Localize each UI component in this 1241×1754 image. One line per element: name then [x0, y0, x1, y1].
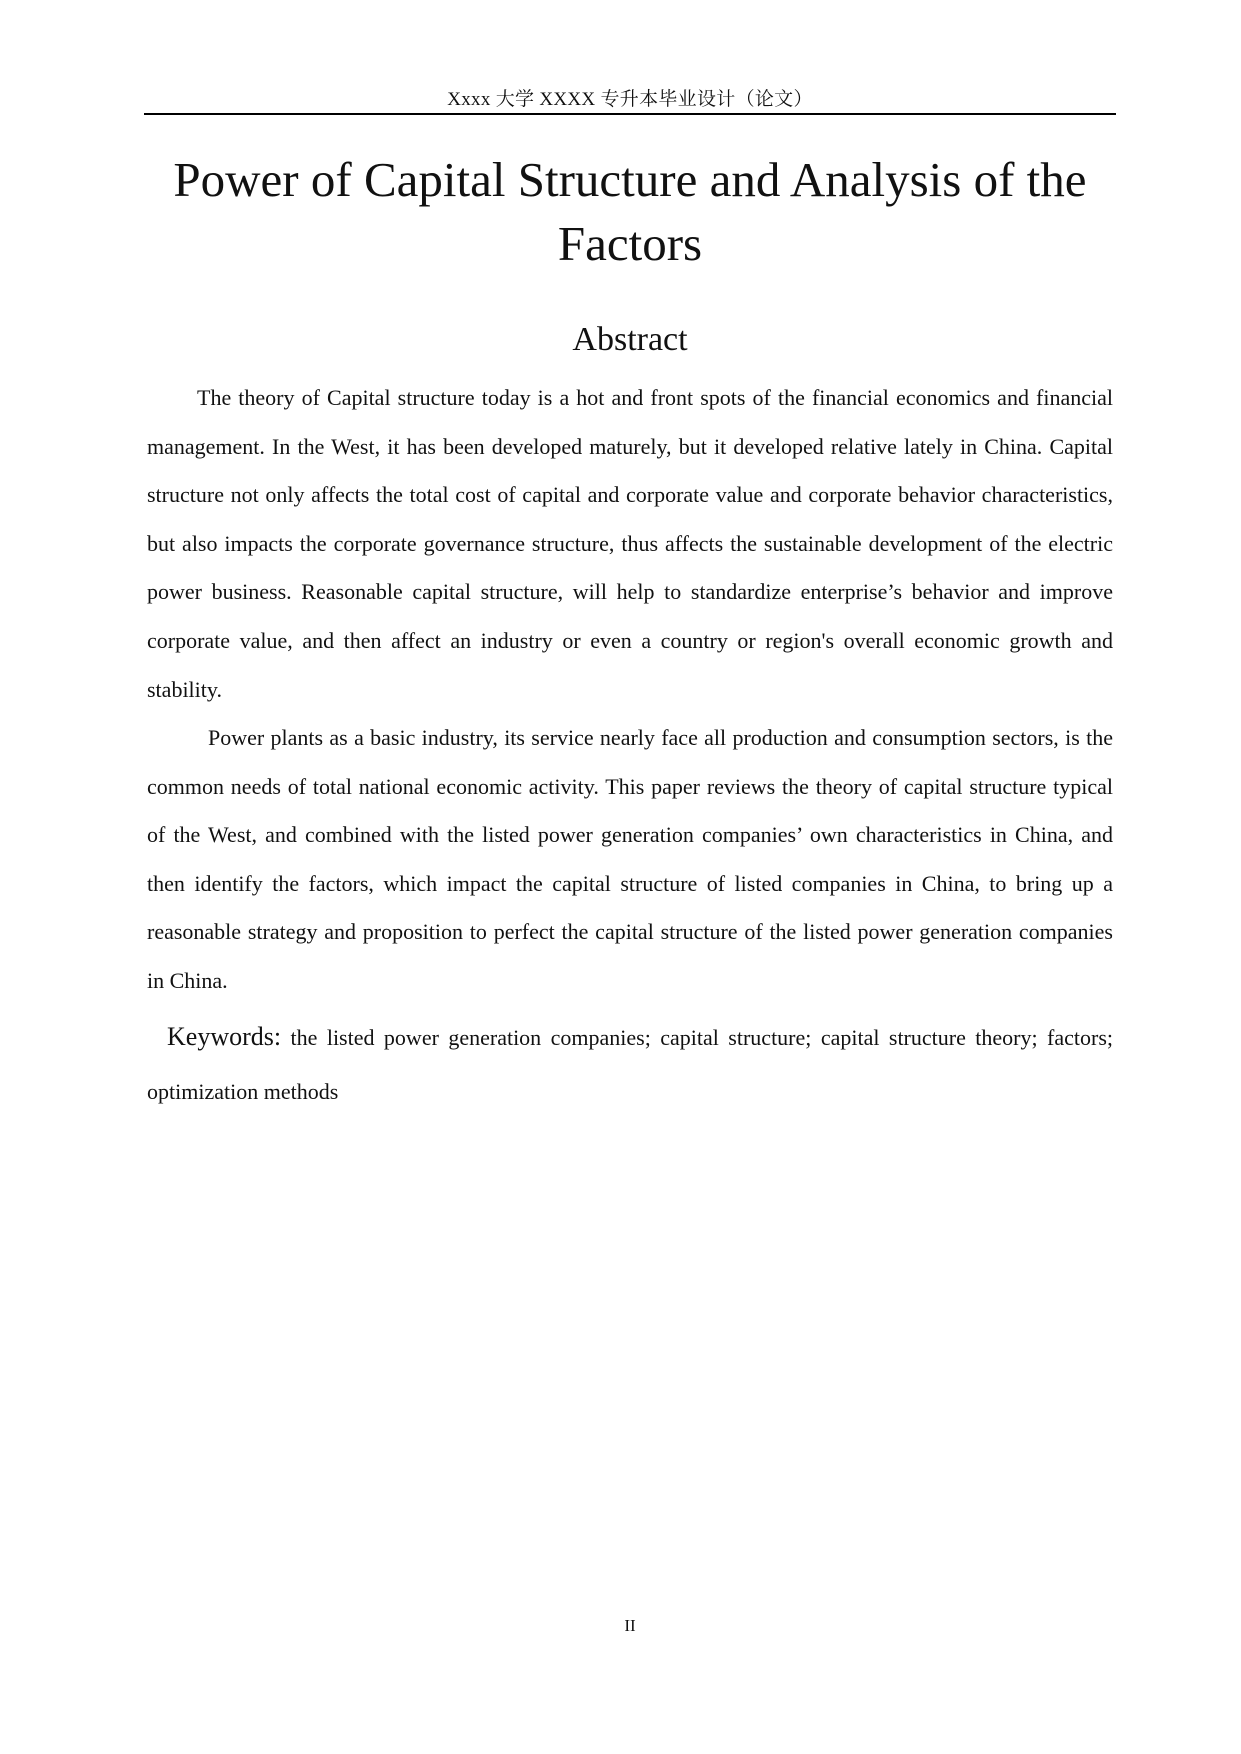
- keywords-line: [147, 1010, 1113, 1119]
- keywords-text: the listed power generation companies; capital structure; capital structure theory; factors; optimization methods: [147, 1025, 1113, 1104]
- abstract-heading: Abstract: [572, 321, 688, 358]
- page-number: II: [624, 1616, 636, 1635]
- abstract-paragraph: The theory of Capital structure today is a hot and front spots of the financial economics and financial management. In the West, it has been developed maturely, but it developed relative lately in China. Capital structure not only affects the total cost of capital and corporate value and corporate behavior characteristics, but also impacts the corporate governance structure, thus affects the sustainable development of the electric power business. Reasonable capital structure, will help to standardize enterprise’s behavior and improve corporate value, and then affect an industry or even a country or region's overall economic growth and stability.: [147, 385, 1113, 702]
- paper-title: Power of Capital Structure and Analysis of the Factors: [173, 152, 1087, 271]
- header-rule: [144, 113, 1116, 115]
- abstract-paragraph: Power plants as a basic industry, its service nearly face all production and consumption sectors, is the common needs of total national economic activity. This paper reviews the theory of capital structure typical of the West, and combined with the listed power generation companies’ own characteristics in China, and then identify the factors, which impact the capital structure of listed companies in China, to bring up a reasonable strategy and proposition to perfect the capital structure of the listed power generation companies in China.: [147, 725, 1113, 993]
- page-header: Xxxx 大学 XXXX 专升本毕业设计（论文）: [447, 89, 813, 110]
- keywords-label: Keywords:: [167, 1022, 282, 1051]
